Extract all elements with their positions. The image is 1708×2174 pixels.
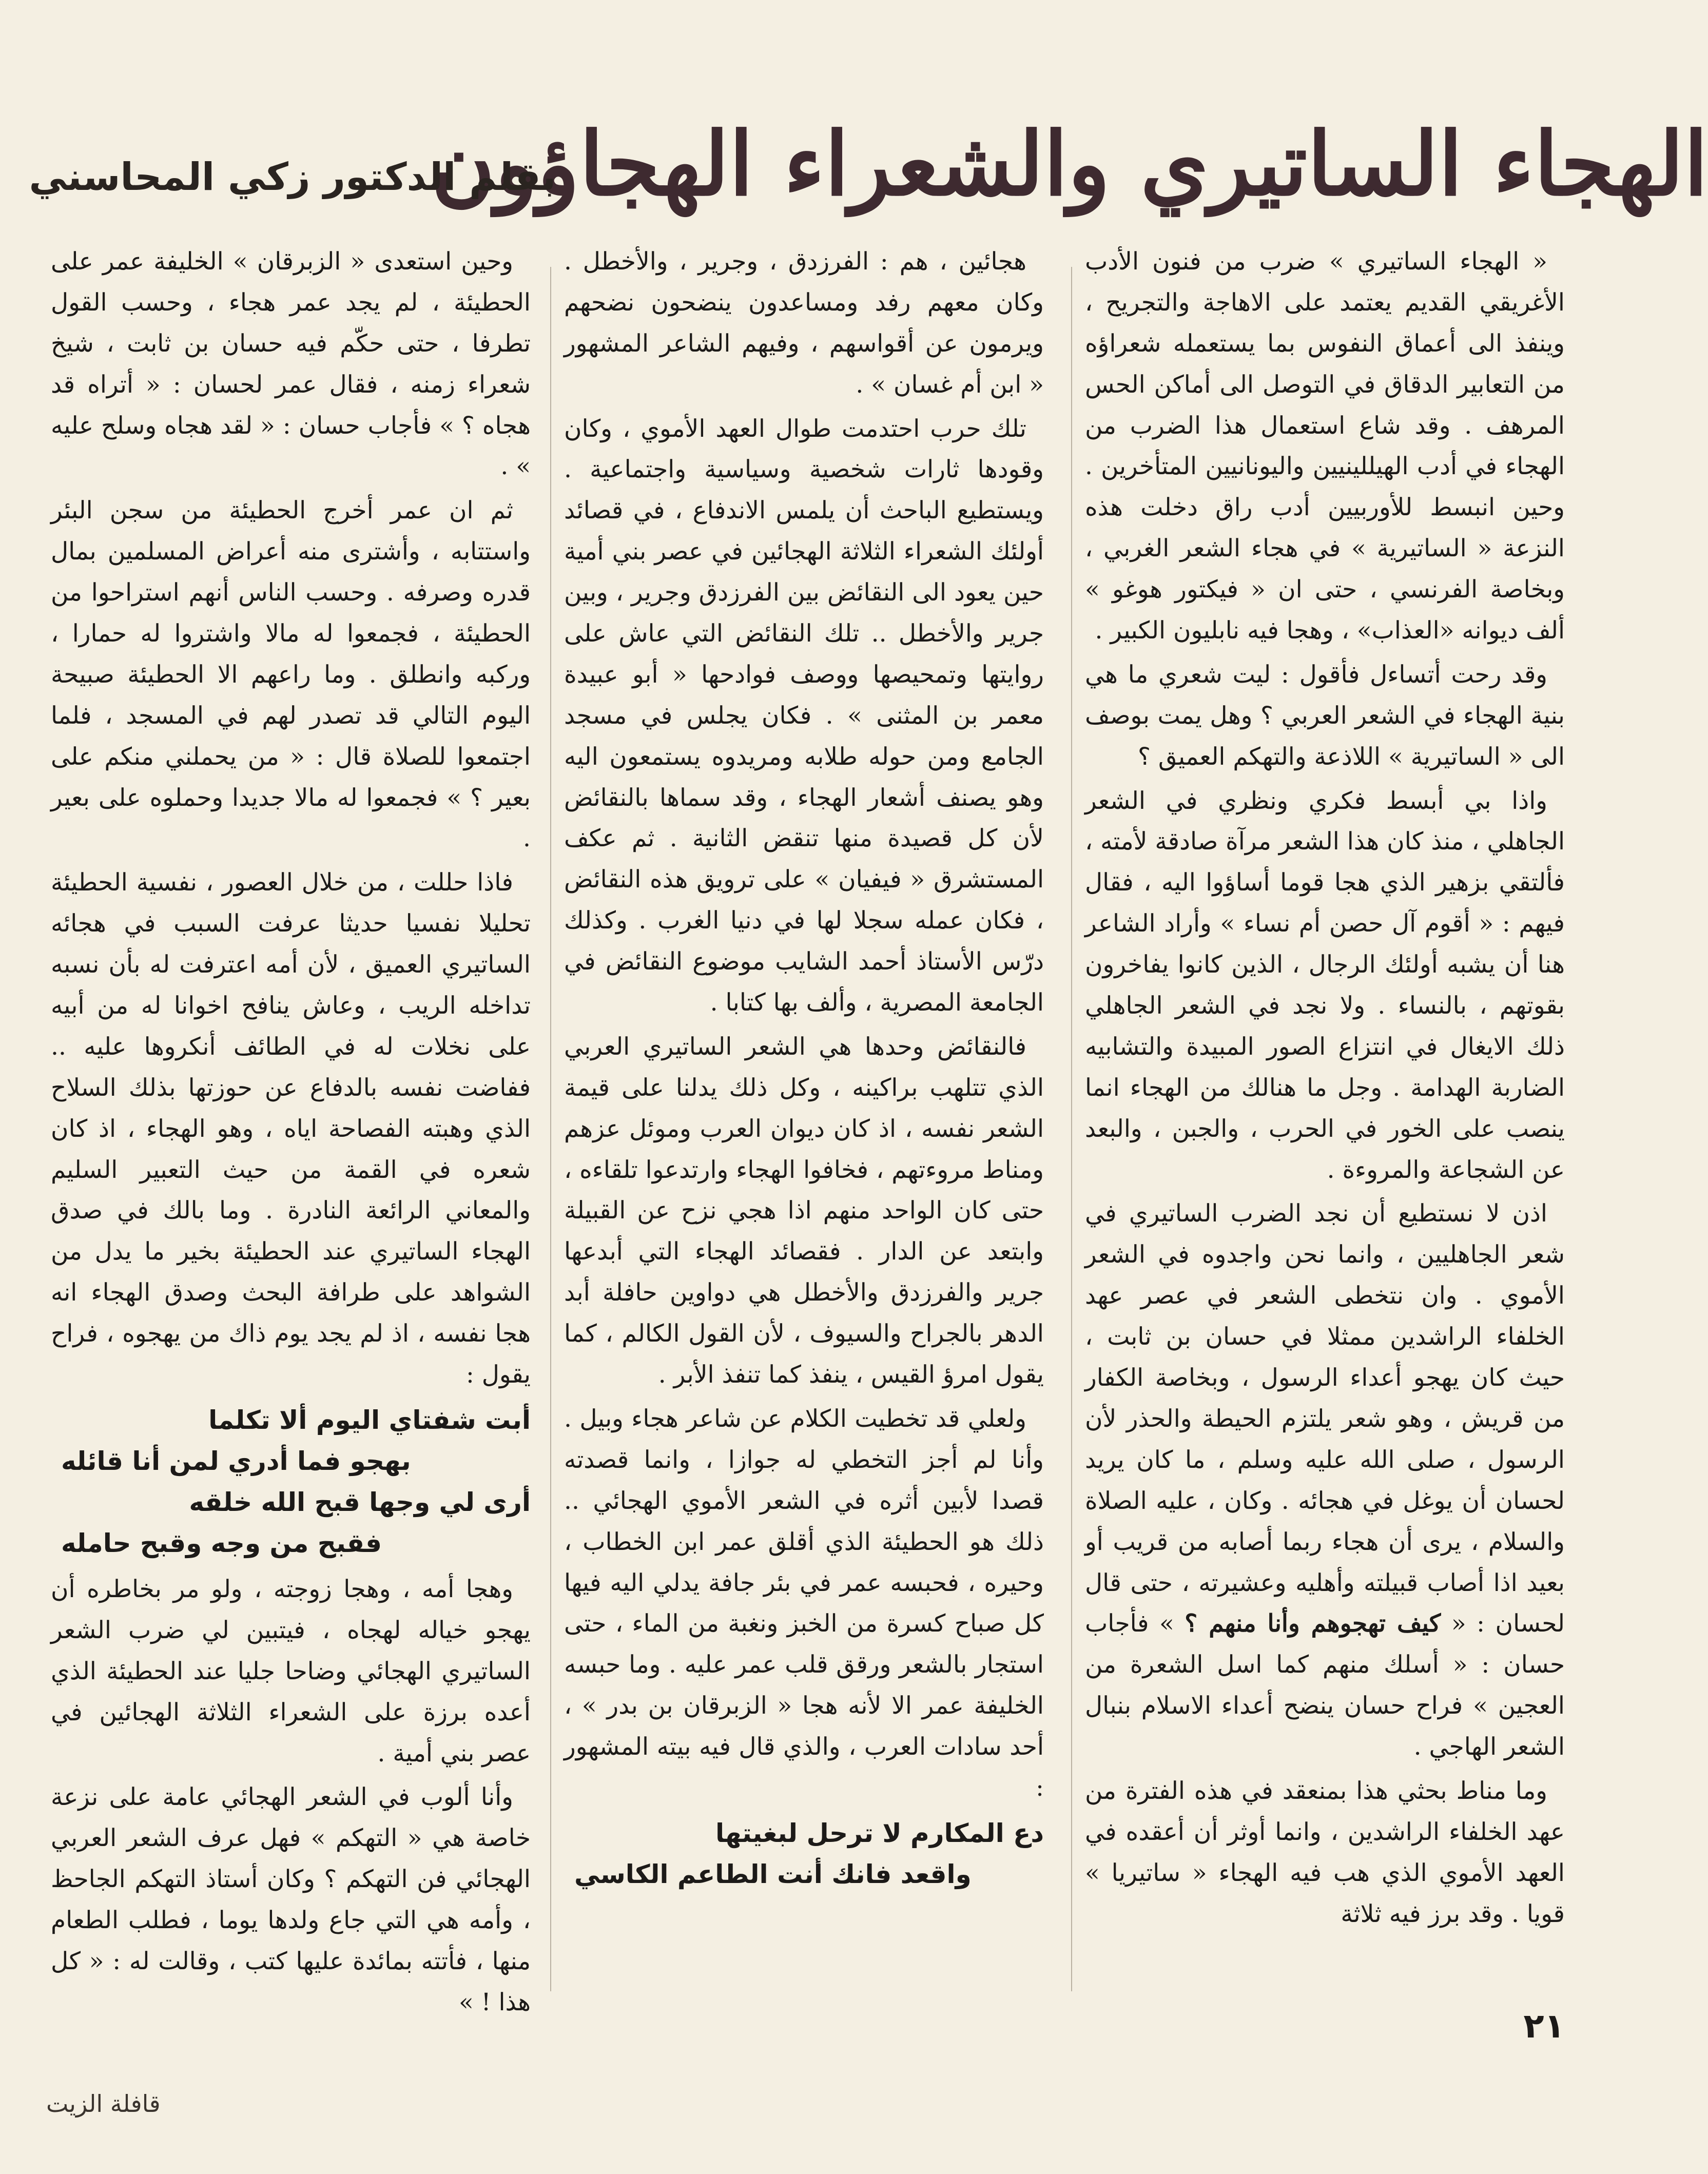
paragraph: واذا بي أبسط فكري ونظري في الشعر الجاهلي ، منذ كان هذا الشعر مرآة صادقة لأمته ، فألتقي بزهير الذي هجا قوما أساؤوا اليه ، فقال فيهم : « أقوم آل حصن أم نساء » وأراد الشاعر هنا أن يشبه أولئك الرجال ، الذين كانوا يفاخرون بقوتهم ، بالنساء . ولا نجد في الشعر الجاهلي ذلك الايغال في انتزاع الصور المبيدة والتشابيه الضاربة الهدامة . وجل ما هنالك من الهجاء انما ينصب على الخور في الحرب ، والجبن ، والبعد عن الشجاعة والمروءة . xyxy=(1085,786,1565,1184)
verse-line: فقبح من وجه وقبح حامله xyxy=(61,1528,382,1558)
poem-verse xyxy=(564,1813,1044,1895)
paragraph: فالنقائض وحدها هي الشعر الساتيري العربي الذي تتلهب براكينه ، وكل ذلك يدلنا على قيمة الشعر نفسه ، اذ كان ديوان العرب وموئل عزهم ومناط مروءتهم ، فخافوا الهجاء وارتدعوا تلقاءه ، حتى كان الواحد منهم اذا هجي نزح عن القبيلة وابتعد عن الدار . فقصائد الهجاء التي أبدعها جرير والفرزدق والأخطل هي دواوين حافلة أبد الدهر بالجراح والسيوف ، لأن القول الكالم ، كما يقول امرؤ القيس ، ينفذ كما تنفذ الأبر . xyxy=(564,1032,1044,1389)
page-number: ٢١ xyxy=(1523,2006,1565,2046)
paragraph-text: اذن لا نستطيع أن نجد الضرب الساتيري في شعر الجاهليين ، وانما نحن واجدوه في الشعر الأموي . وان نتخطى الشعر في عصر عهد الخلفاء الراشدين ممثلا في حسان بن ثابت ، حيث كان يهجو أعداء الرسول ، وبخاصة الكفار من قريش ، وهو شعر يلتزم الحيطة والحذر لأن الرسول ، صلى الله عليه وسلم ، ما كان يريد لحسان أن يوغل في هجائه . وكان ، عليه الصلاة والسلام ، يرى أن هجاء ربما أصابه من قريب أو بعيد اذا أصاب قبيلته وأهليه وعشيرته ، حتى قال لحسان : « xyxy=(1085,1199,1565,1638)
column-right xyxy=(1085,241,1565,2002)
column-divider xyxy=(1071,267,1072,1991)
paragraph: وهجا أمه ، وهجا زوجته ، ولو مر بخاطره أن يهجو خياله لهجاه ، فيتبين لي ضرب الشعر الساتيري الهجائي وضاحا جليا عند الحطيئة الذي أعده برزة على الشعراء الثلاثة الهجائين في عصر بني أمية . xyxy=(51,1575,531,1768)
paragraph: « الهجاء الساتيري » ضرب من فنون الأدب الأغريقي القديم يعتمد على الاهاجة والتجريح ، وينفذ الى أعماق النفوس بما يستعمله شعراؤه من التعابير الدقاق في التوصل الى أماكن الحس المرهف . وقد شاع استعمال هذا الضرب من الهجاء في أدب الهيللينيين واليونانيين المتأخرين . وحين انبسط للأوربيين أدب راق دخلت هذه النزعة « الساتيرية » في هجاء الشعر الغربي ، وبخاصة الفرنسي ، حتى ان « فيكتور هوغو » ألف ديوانه «العذاب» ، وهجا فيه نابليون الكبير . xyxy=(1085,247,1565,645)
verse-line: بهجو فما أدري لمن أنا قائله xyxy=(61,1446,411,1476)
paragraph: وحين استعدى « الزبرقان » الخليفة عمر على الحطيئة ، لم يجد عمر هجاء ، وحسب القول تطرفا ، حتى حكّم فيه حسان بن ثابت ، شيخ شعراء زمنه ، فقال عمر لحسان : « أتراه قد هجاه ؟ » فأجاب حسان : « لقد هجاه وسلح عليه » . xyxy=(51,247,531,481)
paragraph: وقد رحت أتساءل فأقول : ليت شعري ما هي بنية الهجاء في الشعر العربي ؟ وهل يمت بوصف الى « الساتيرية » اللاذعة والتهكم العميق ؟ xyxy=(1085,660,1565,771)
column-left xyxy=(51,241,531,2016)
paragraph: ولعلي قد تخطيت الكلام عن شاعر هجاء وبيل . وأنا لم أجز التخطي له جوازا ، وانما قصدته قصدا لأبين أثره في الشعر الأموي الهجائي .. ذلك هو الحطيئة الذي أقلق عمر ابن الخطاب ، وحيره ، فحبسه عمر في بئر جافة يدلي اليه فيها كل صباح كسرة من الخبز ونغبة من الماء ، حتى استجار بالشعر ورقق قلب عمر عليه . وما حبسه الخليفة عمر الا لأنه هجا « الزبرقان بن بدر » ، أحد سادات العرب ، والذي قال فيه بيته المشهور : xyxy=(564,1404,1044,1802)
bold-quote: كيف تهجوهم وأنا منهم ؟ xyxy=(1185,1609,1441,1638)
paragraph: وأنا ألوب في الشعر الهجائي عامة على نزعة خاصة هي « التهكم » فهل عرف الشعر العربي الهجائي فن التهكم ؟ وكان أستاذ التهكم الجاحظ ، وأمه هي التي جاع ولدها يوما ، فطلب الطعام منها ، فأتته بمائدة عليها كتب ، وقالت له : « كل هذا ! » xyxy=(51,1783,531,2016)
verse-line: دع المكارم لا ترحل لبغيتها xyxy=(715,1818,1044,1848)
article-title: الهجاء الساتيري والشعراء الهجاؤون xyxy=(431,112,1708,216)
poem-verse xyxy=(51,1400,531,1564)
author-byline: بقلم الدكتور زكي المحاسني xyxy=(29,155,556,199)
magazine-name: قافلة الزيت xyxy=(46,2090,161,2118)
paragraph: وما مناط بحثي هذا بمنعقد في هذه الفترة من عهد الخلفاء الراشدين ، وانما أوثر أن أعقده في العهد الأموي الذي هب فيه الهجاء « ساتيريا » قويا . وقد برز فيه ثلاثة xyxy=(1085,1776,1565,1928)
paragraph: تلك حرب احتدمت طوال العهد الأموي ، وكان وقودها ثارات شخصية وسياسية واجتماعية . ويستطيع الباحث أن يلمس الاندفاع ، في قصائد أولئك الشعراء الثلاثة الهجائين في عصر بني أمية حين يعود الى النقائض بين الفرزدق وجرير ، وبين جرير والأخطل .. تلك النقائض التي عاش على روايتها وتمحيصها ووصف فوادحها « أبو عبيدة معمر بن المثنى » . فكان يجلس في مسجد الجامع ومن حوله طلابه ومريدوه يستمعون اليه وهو يصنف أشعار الهجاء ، وقد سماها بالنقائض لأن كل قصيدة منها تنقض الثانية . ثم عكف المستشرق « فيفيان » على ترويق هذه النقائض ، فكان عمله سجلا لها في دنيا الغرب . وكذلك درّس الأستاذ أحمد الشايب موضوع النقائض في الجامعة المصرية ، وألف بها كتابا . xyxy=(564,414,1044,1017)
paragraph: هجائين ، هم : الفرزدق ، وجرير ، والأخطل . وكان معهم رفد ومساعدون ينضحون نضحهم ويرمون عن أقواسهم ، وفيهم الشاعر المشهور « ابن أم غسان » . xyxy=(564,247,1044,399)
verse-line: واقعد فانك أنت الطاعم الكاسي xyxy=(574,1859,972,1889)
verse-line: أبت شفتاي اليوم ألا تكلما xyxy=(208,1405,531,1435)
paragraph xyxy=(1085,1193,1565,1767)
paragraph-text: » فأجاب حسان : « أسلك منهم كما اسل الشعرة من العجين » فراح حسان ينضح أعداء الاسلام بنبال الشعر الهاجي . xyxy=(1085,1609,1565,1761)
column-divider xyxy=(550,267,551,1991)
column-middle xyxy=(564,241,1044,2002)
paragraph: ثم ان عمر أخرج الحطيئة من سجن البئر واستتابه ، وأشترى منه أعراض المسلمين بمال قدره وصرفه . وحسب الناس أنهم استراحوا من الحطيئة ، فجمعوا له مالا واشتروا له حمارا ، وركبه وانطلق . وما راعهم الا الحطيئة صبيحة اليوم التالي قد تصدر لهم في المسجد ، فلما اجتمعوا للصلاة قال : « من يحملني منكم على بعير ؟ » فجمعوا له مالا جديدا وحملوه على بعير . xyxy=(51,496,531,853)
verse-line: أرى لي وجها قبح الله خلقه xyxy=(189,1487,531,1517)
paragraph: فاذا حللت ، من خلال العصور ، نفسية الحطيئة تحليلا نفسيا حديثا عرفت السبب في هجائه الساتيري العميق ، لأن أمه اعترفت له بأن نسبه تداخله الريب ، وعاش ينافح اخوانا له من أبيه على نخلات له في الطائف أنكروها عليه .. ففاضت نفسه بالدفاع عن حوزتها بذلك السلاح الذي وهبته الفصاحة اياه ، وهو الهجاء ، اذ كان شعره في القمة من حيث التعبير السليم والمعاني الرائعة النادرة . وما بالك في صدق الهجاء الساتيري عند الحطيئة بخير ما يدل من الشواهد على طرافة البحث وصدق الهجاء انه هجا نفسه ، اذ لم يجد يوم ذاك من يهجوه ، فراح يقول : xyxy=(51,868,531,1389)
title-block xyxy=(431,77,1708,251)
byline-block xyxy=(29,139,556,216)
